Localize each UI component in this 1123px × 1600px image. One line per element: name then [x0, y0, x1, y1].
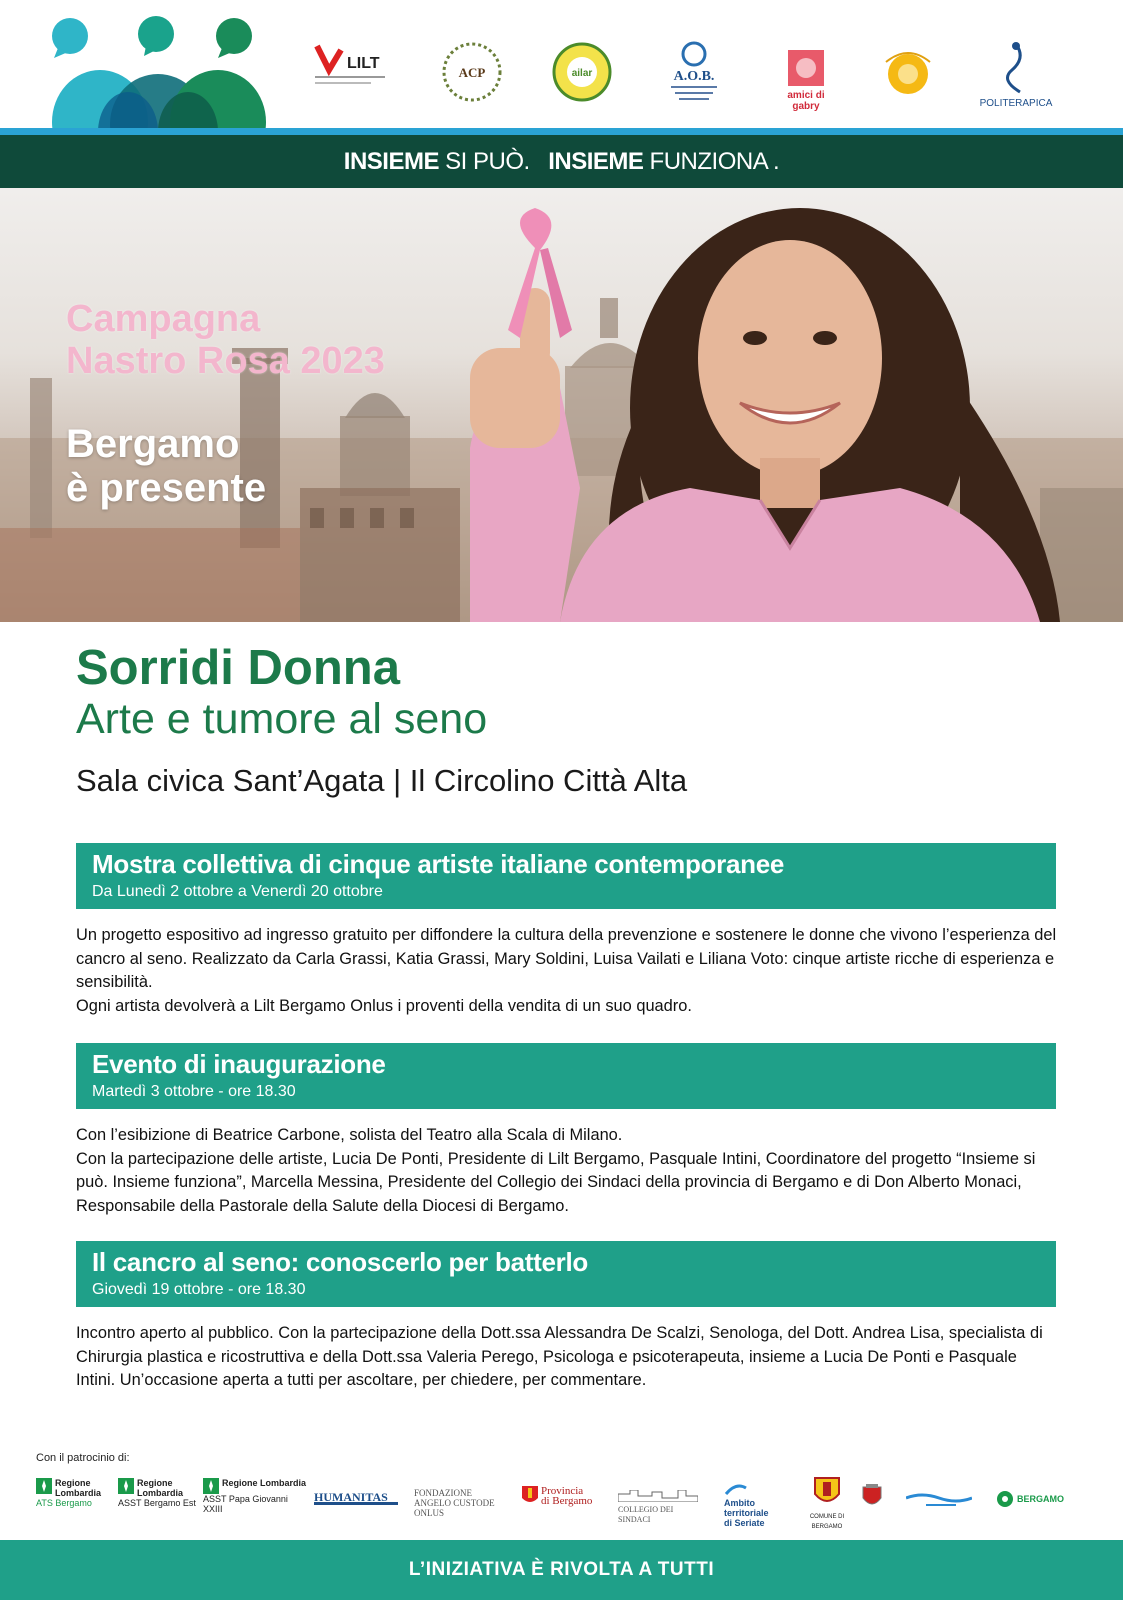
patron-comune-bergamo: [802, 1476, 852, 1530]
svg-text:POLITERAPICA: POLITERAPICA: [979, 98, 1053, 109]
section-title: Il cancro al seno: conoscerlo per batterlo: [92, 1247, 588, 1277]
section-body-inauguration: [76, 1124, 1060, 1218]
section-title: Evento di inaugurazione: [92, 1049, 386, 1079]
assessorato-logo-icon: [906, 1490, 972, 1510]
slogan-bold-2: INSIEME: [548, 148, 644, 175]
blue-rule: [0, 128, 1123, 135]
patron-line-1: Ambito territoriale: [724, 1498, 769, 1518]
event-venue: Sala civica Sant’Agata | Il Circolino Città Alta: [76, 763, 688, 798]
patron-line-2: di Seriate: [724, 1518, 765, 1528]
partner-sole-dentro: [860, 40, 956, 116]
section-body-exhibition: [76, 924, 1060, 1018]
campaign-line-1: Campagna: [66, 298, 261, 340]
aob-logo-icon: [659, 40, 729, 108]
municipal-crest-icon: [862, 1484, 882, 1510]
patron-line-2: ONLUS: [414, 1508, 445, 1518]
section-title: Mostra collettiva di cinque artiste italiane contemporanee: [92, 849, 785, 879]
partner-aob: [646, 40, 742, 116]
slogan-light-2: FUNZIONA .: [649, 148, 780, 175]
patron-bergamo-city: [996, 1490, 1096, 1540]
patron-line-1: BERGAMO: [1017, 1494, 1064, 1504]
patron-collegio-sindaci: [618, 1490, 706, 1540]
patron-fondazione-angelo-custode: [414, 1488, 510, 1538]
section-paragraph: Con l’esibizione di Beatrice Carbone, solista del Teatro alla Scala di Milano.: [76, 1126, 623, 1144]
lilt-logo-icon: [307, 40, 393, 90]
section-paragraph: Ogni artista devolverà a Lilt Bergamo Onlus i proventi della vendita di un suo quadro.: [76, 996, 692, 1015]
partner-amici-di-gabry: [758, 40, 854, 116]
slogan-light-1: SI PUÒ.: [445, 148, 530, 175]
partner-ailar: [534, 40, 630, 116]
hero-photo: [0, 188, 1123, 622]
section-paragraph: Con la partecipazione delle artiste, Lucia De Ponti, Presidente di Lilt Bergamo, Pasquale Intini, Coordinatore del progetto “Insieme si può. Insieme funziona”, Marcella Messina, Presidente del Collegio dei Sindaci della provincia di Bergamo e di Don Alberto Monaci, Responsabile della Pastorale della Salute della Diocesi di Bergamo.: [76, 1149, 1036, 1215]
patron-line-1: Regione Lombardia: [55, 1478, 102, 1498]
bergamo-city-logo-icon: [996, 1490, 1014, 1508]
provincia-bergamo-crest-icon: [522, 1486, 538, 1506]
section-date: Giovedì 19 ottobre - ore 18.30: [92, 1281, 306, 1298]
humanitas-logo-icon: HUMANITAS: [314, 1492, 398, 1505]
footer-banner-text: L’INIZIATIVA È RIVOLTA A TUTTI: [408, 1559, 715, 1580]
section-header-exhibition: [76, 843, 1056, 909]
patron-line-1: Regione Lombardia: [137, 1478, 184, 1498]
patronage-label: Con il patrocinio di:: [36, 1452, 130, 1464]
section-date: Martedì 3 ottobre - ore 18.30: [92, 1083, 296, 1100]
slogan: [0, 135, 1123, 188]
patron-line-1: COMUNE DI BERGAMO: [809, 1514, 845, 1530]
politerapica-logo-icon: [976, 40, 1056, 110]
section-body-conference: [76, 1322, 1060, 1393]
patron-assessorato: [906, 1490, 976, 1540]
event-subtitle: Arte e tumore al seno: [76, 695, 488, 743]
regione-lombardia-logo-icon: [118, 1478, 134, 1494]
section-paragraph: Un progetto espositivo ad ingresso gratuito per diffondere la cultura della prevenzione e sostenere le donne che vivono l’esperienza del cancro al seno. Realizzato da Carla Grassi, Katia Grassi, Mary Soldini, Luisa Vailati e Liliana Voto: cinque artiste ricche di esperienza e sensibilità.: [76, 926, 1057, 991]
patron-humanitas: [314, 1492, 398, 1542]
comune-bergamo-crest-icon: [813, 1476, 841, 1508]
slogan-bold-1: INSIEME: [343, 148, 439, 175]
partner-acp: [424, 40, 520, 116]
patron-provincia-bergamo: [522, 1486, 608, 1536]
regione-lombardia-logo-icon: [203, 1478, 219, 1494]
campaign-line-2: Nastro Rosa 2023: [66, 340, 385, 382]
patron-asst-papa-giovanni: [203, 1478, 307, 1528]
svg-text:ailar: ailar: [571, 68, 593, 79]
svg-text:A.O.B.: A.O.B.: [673, 69, 715, 84]
sole-dentro-logo-icon: [876, 40, 940, 104]
city-and-woman-illustration: [0, 188, 1123, 622]
section-date: Da Lunedì 2 ottobre a Venerdì 20 ottobre: [92, 883, 383, 900]
patron-ambito-seriate: [724, 1482, 790, 1532]
partner-politerapica: [968, 40, 1064, 116]
acp-logo-icon: [440, 40, 504, 104]
svg-text:ACP: ACP: [458, 65, 486, 80]
svg-text:LILT: LILT: [347, 55, 380, 72]
patron-line-1: COLLEGIO DEI SINDACI: [618, 1505, 674, 1524]
campaign-title: [66, 298, 385, 382]
patron-line-1: Provincia: [541, 1485, 584, 1497]
section-header-conference: [76, 1241, 1056, 1307]
svg-text:amici di: amici di: [787, 90, 825, 101]
ambito-seriate-logo-icon: [724, 1482, 748, 1496]
patron-line-2: ASST Papa Giovanni XXIII: [203, 1494, 288, 1514]
patron-line-2: ASST Bergamo Est: [118, 1498, 196, 1508]
section-header-inauguration: [76, 1043, 1056, 1109]
partner-lilt: [302, 40, 398, 116]
patron-line-1: FONDAZIONE ANGELO CUSTODE: [414, 1488, 495, 1508]
section-paragraph: Incontro aperto al pubblico. Con la partecipazione della Dott.ssa Alessandra De Scalzi, Senologa, del Dott. Andrea Lisa, specialista di Chirurgia plastica e ricostruttiva e della Dott.ssa Valeria Perego, Psicologa e psicoterapeuta, insieme a Lucia De Ponti e Pasquale Intini. Un’occasione aperta a tutti per ascoltare, per chiedere, per commentare.: [76, 1324, 1043, 1389]
event-title: Sorridi Donna: [76, 641, 400, 695]
patron-municipal-crest: [862, 1484, 886, 1534]
ailar-logo-icon: [550, 40, 614, 104]
city-line-1: Bergamo: [66, 422, 240, 466]
city-line-2: è presente: [66, 466, 267, 510]
patron-line-2: ATS Bergamo: [36, 1498, 92, 1508]
regione-lombardia-logo-icon: [36, 1478, 52, 1494]
amici-di-gabry-logo-icon: [778, 40, 834, 112]
city-title: [66, 422, 266, 510]
patron-line-1: Regione Lombardia: [222, 1478, 307, 1488]
patron-ats-bergamo: [36, 1478, 116, 1528]
collegio-sindaci-logo-icon: [618, 1490, 698, 1502]
patron-asst-bergamo-est: [118, 1478, 200, 1528]
svg-text:gabry: gabry: [792, 101, 820, 112]
patron-line-2: di Bergamo: [541, 1495, 593, 1507]
